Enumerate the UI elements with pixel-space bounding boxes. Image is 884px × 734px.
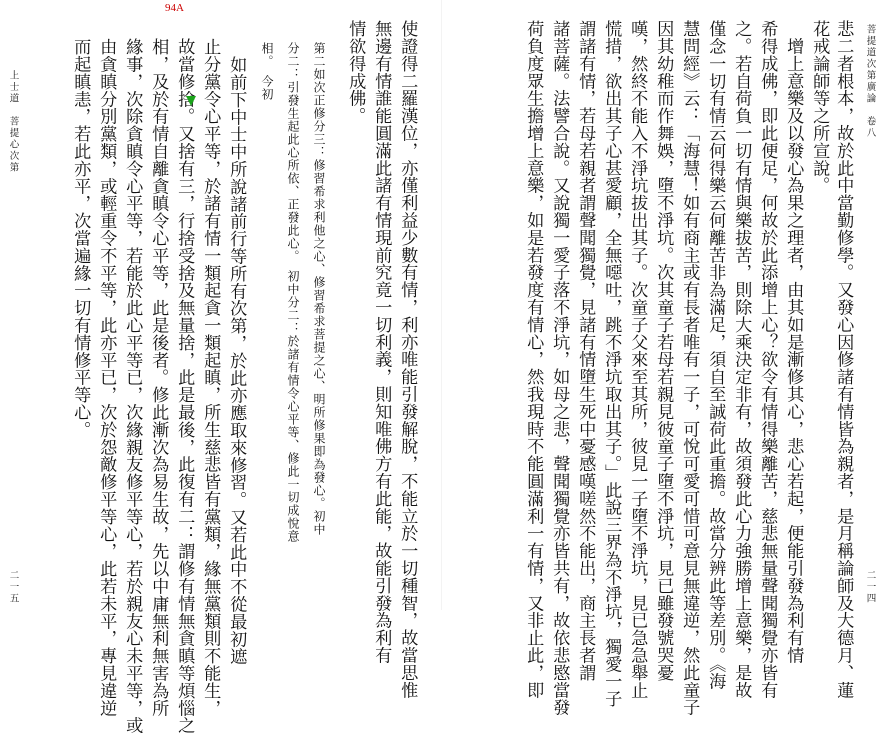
text-line: 情欲得成佛。: [345, 20, 366, 125]
page-marker: 94A: [165, 2, 184, 14]
right-page: [443, 0, 884, 716]
running-header: 菩提道次第廣論 卷八: [864, 24, 876, 139]
text-line: 慧問經》云：「海慧！如有商主或有長者唯有一子，可悅可愛可惜可意見無違逆，然此童子: [679, 20, 700, 716]
text-line: 花戒論師等之所宣說。: [809, 20, 830, 194]
text-line: 謂諸有情，若母若親者謂聲聞獨覺，見諸有情墮生死中憂感嘆嗟然不能出，商主長者謂: [575, 20, 596, 682]
section-outline-line: 分二：引發生起此心所依、正發此心。 初中分二：於諸有情令心平等、修此一切成悅意: [286, 42, 300, 543]
text-line: 希得成佛，即此便足，何故於此添增上心？欲令有情得樂離苦，慈悲無量聲聞獨覺亦皆有: [757, 20, 778, 699]
text-line: 而起瞋恚，若此亦平，次當遍緣一切有情修平等心。: [70, 38, 91, 439]
green-triangle-marker-icon: [186, 96, 196, 106]
section-outline-line: 第二如次正修分三：修習希求利他之心、修習希求菩提之心、明所修果即為發心。初中: [312, 42, 326, 536]
text-line: 嘆，然終不能入不淨坑拔出其子。次童子父來至其所，彼見一子墮不淨坑，見已急急舉止: [627, 20, 648, 699]
text-line: 止分黨令心平等，於諸有情一類起貪一類起瞋，所生慈悲皆有黨類，緣無黨類則不能生，: [200, 38, 221, 717]
text-line: 緣事，次除貪瞋令心平等，若能於此心平等已，次緣親友修平等心，若於親友心未平等，或: [122, 38, 143, 734]
text-line: 由貪瞋分別黨類，或輕重令不平等，此亦平已，次於怨敵修平等心，此若未平，專見違逆: [96, 38, 117, 717]
text-line: 因其幼稚而作舞娛，墮不淨坑。次其童子若母若親見彼童子墮不淨坑，見已雖發號哭憂: [653, 20, 674, 682]
text-line: 悲二者根本，故於此中當勤修學。又發心因修諸有情皆為親者，是月稱論師及大德月、蓮: [833, 20, 854, 699]
text-line: 荷負度眾生擔增上意樂，如是若發度有情心，然我現時不能圓滿利一有情，又非止此，即: [523, 20, 544, 699]
page-gutter: [441, 0, 442, 610]
text-line: 如前下中士中所說諸前行等所有次第，於此亦應取來修習。又若此中不從最初遮: [226, 56, 247, 665]
left-page: [0, 0, 441, 734]
page-number-right: 二一四: [864, 570, 876, 605]
text-line: 之。若自荷負一切有情與樂拔苦，則除大乘決定非有，故須發此心力強勝增上意樂，是故: [731, 20, 752, 699]
text-line: 故當修捨。又捨有三，行捨受捨及無量捨，此是最後，此復有二：謂修有情無貪瞋等煩惱之: [174, 38, 195, 734]
text-line: 無邊有情誰能圓滿此諸有情現前究竟一切利義，則知唯佛方有此能，故能引發為利有: [371, 20, 392, 664]
text-line: 增上意樂及以發心為果之理者，由其如是漸修其心，悲心若起，便能引發為利有情: [783, 20, 804, 664]
running-footer: 上士道 菩提心次第: [7, 70, 19, 174]
text-line: 諸菩薩。法譬合說。又說獨一愛子落不淨坑，如母之悲，聲聞獨覺亦皆共有，故依悲愍當發: [549, 20, 570, 716]
page-number-left: 二一五: [7, 570, 19, 605]
text-line: 相，及於有情自離貪瞋令心平等，此是後者。修此漸次為易生故，先以中庸無利無害為所: [148, 38, 169, 717]
text-line: 使證得二羅漢位，亦僅利益少數有情，利亦唯能引發解脫，不能立於一切種智，故當思惟: [397, 20, 418, 699]
text-line: 慌措，欲出其子心甚愛顧，全無噁吐，跳不淨坑取出其子。」此說三界為不淨坑，獨愛一子: [601, 20, 622, 708]
text-line: 僅念一切有情云何得樂云何離苦非為滿足，須自至誠荷此重擔。故當分辨此等差別。《海: [705, 20, 726, 690]
section-outline-line: 相。 今初: [260, 42, 274, 101]
